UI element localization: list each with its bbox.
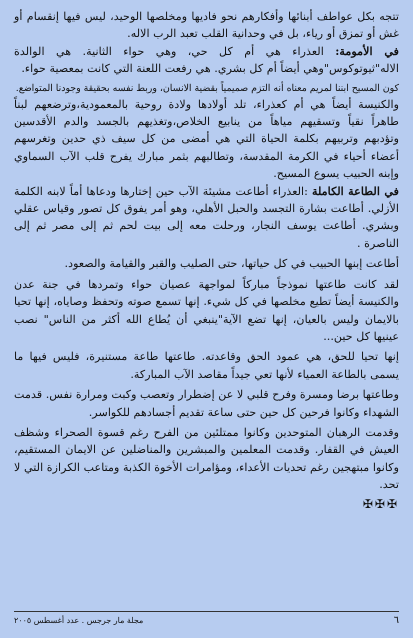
paragraph-obedience: في الطاعة الكاملة :العذراء أطاعت مشيئة الآب حين إختارها ودعاها أماً لابنه الكلمة الأزلي. أطاعت بشارة التجسد والحبل الأهلي، وهو أمر يفوق كل تصور وقياس عقلي وبشري. أطاعت يوسف النجار، ورحلت معه إلى بيت لحم ثم إلى مصر ثم إلى الناصرة . (14, 183, 400, 250)
paragraph-joy: وطاعتها برضا ومسرة وفرح قلبي لا عن إضطرار وتعصب وكبت ومرارة نفس. قدمت الشهداء وكانوا فرحين كل حين حتى ساعة تقديم أجسادهم للكواسر. (14, 388, 399, 419)
cross-ornament-icon: ✠✠✠ (362, 496, 399, 511)
paragraph-monks: وقدمت الرهبان المتوحدين وكانوا ممتلئين من الفرح رغم قسوة الصحراء وشظف العيش في القفار. وقدمت المعلمين والمبشرين والمناضلين عن الايمان المستقيم، وكانوا مبتهجين رغم تحديات الأعداء، ومؤامرات الأخوة الكذبة ومتاعب الكرازة التي لا تحد. (14, 425, 399, 492)
paragraph-obeyed-son: أطاعت إبنها الحبيب في كل حياتها، حتى الصليب والقبر والقيامة والصعود. (64, 257, 399, 271)
paragraph-intro: تتجه بكل عواطف أبنائها وأفكارهم نحو فاديها ومخلصها الوحيد، ليس فيها إنقسام أو غش أو تمزق أو رياء، بل في وحدانية القلب تعبد الرب الاله. (14, 10, 399, 41)
issue-label: مجلة مار جرجس . عدد أغسطس ٢٠٠٥ (14, 616, 144, 625)
paragraph-church-mother: والكنيسة أيضاً هي أم كعذراء، تلد أولادها ولادة روحية بالمعمودية،وترضعهم لبناً طاهراً نقياً وتسقيهم مياهاً من ينابيع الخلاص،وتغذيهم بالجسد والدم الأقدسين وتؤدبهم وتربيهم بكلمة الحياة التي هي أمضى من كل سيف ذي حدين وتغرسهم أعضاء أحياء في الكرمة المقدسة، وتطالبهم بثمر مبارك يفرح قلب الآب السماوي وإبنه الحبيب يسوع المسيح. (14, 97, 399, 181)
paragraph-motherhood: في الأمومة: العذراء هي أم كل حي، وهي حواء الثانية. هي الوالدة الاله"ثيوتوكوس"وهي أيضاً أم كل بشري. هي رفعت اللعنة التي كانت بمعصية حواء. (14, 43, 399, 76)
section-heading-obedience: في الطاعة الكاملة (311, 183, 400, 198)
paragraph-truth: إنها تحيا للحق، هي عمود الحق وقاعدته. طاعتها طاعة مستنيرة، فليس فيها ما يسمى بالطاعة العمياء لأنها تعي جيداً مقاصد الآب المباركة. (14, 350, 399, 381)
page-number: ٦ (393, 615, 399, 626)
section-heading-motherhood: في الأمومة: (335, 43, 399, 58)
paragraph-quote: كون المسيح ابننا لمريم معناه أنه التزم صميمياً بقضية الانسان، وربط نفسه بحقيقة وجودنا المتواضع. (15, 82, 399, 94)
paragraph-model-obedience: لقد كانت طاعتها نموذجاً مباركاً لمواجهة عصيان حواء وتمردها في جنة عدن والكنيسة أيضاً تطيع مخلصها في كل شيء. إنها تسمع صوته وتحفظ وصاياه، إنها تحيا بالايمان وليس بالعيان، إنها تضع الآية"ينبغي أن يُطاع الله أكثر من الناس" نصب عينيها كل حين... (14, 277, 399, 343)
article-body (14, 8, 399, 513)
page-footer (14, 611, 399, 626)
